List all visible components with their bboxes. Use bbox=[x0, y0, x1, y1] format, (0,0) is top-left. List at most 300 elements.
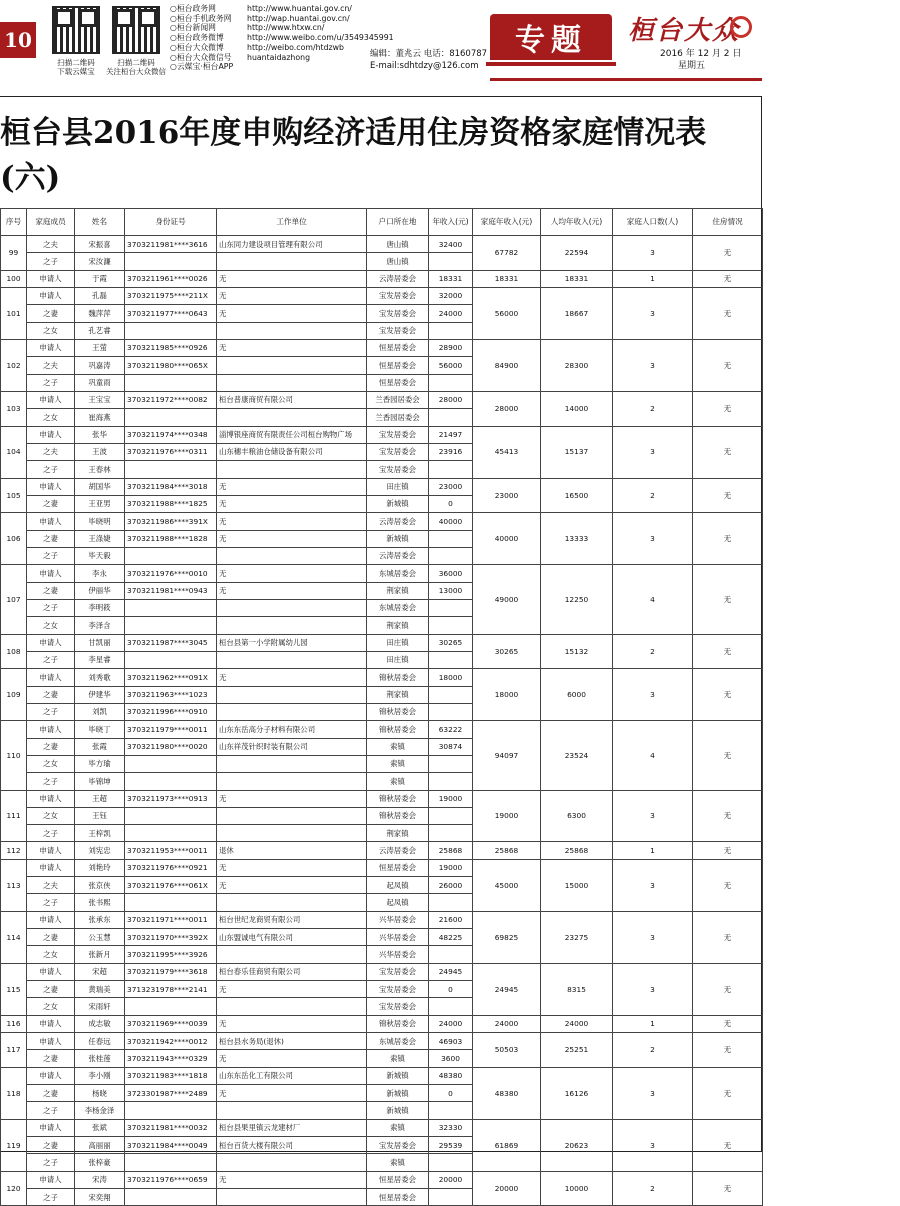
table-row bbox=[1, 1119, 763, 1136]
id-number-cell: 3703211976****0311 bbox=[125, 443, 217, 460]
household-size-cell: 2 bbox=[613, 391, 693, 426]
name-cell: 李杨金泽 bbox=[75, 1102, 125, 1119]
housing-status-cell: 无 bbox=[693, 963, 763, 1015]
household-size-cell: 3 bbox=[613, 236, 693, 271]
name-cell: 于霞 bbox=[75, 270, 125, 287]
name-cell: 刘凯 bbox=[75, 703, 125, 720]
housing-status-cell: 无 bbox=[693, 426, 763, 478]
income-cell: 24000 bbox=[429, 1015, 473, 1032]
housing-status-cell: 无 bbox=[693, 513, 763, 565]
residence-cell: 宝发居委会 bbox=[367, 981, 429, 998]
id-number-cell: 3703211976****061X bbox=[125, 877, 217, 894]
residence-cell: 锦秋居委会 bbox=[367, 669, 429, 686]
relation-cell: 之女 bbox=[27, 946, 75, 963]
column-header: 家庭人口数(人) bbox=[613, 209, 693, 236]
income-cell bbox=[429, 374, 473, 391]
household-income-cell: 94097 bbox=[473, 721, 541, 790]
income-cell bbox=[429, 773, 473, 790]
table-row bbox=[1, 1067, 763, 1084]
serial-cell: 120 bbox=[1, 1171, 27, 1206]
id-number-cell: 3703211969****0039 bbox=[125, 1015, 217, 1032]
residence-cell: 宝发居委会 bbox=[367, 963, 429, 980]
name-cell: 李小刚 bbox=[75, 1067, 125, 1084]
id-number-cell: 3703211980****065X bbox=[125, 357, 217, 374]
household-income-cell: 45000 bbox=[473, 859, 541, 911]
residence-cell: 荆家镇 bbox=[367, 582, 429, 599]
name-cell: 伊建华 bbox=[75, 686, 125, 703]
household-size-cell: 3 bbox=[613, 513, 693, 565]
income-cell: 25868 bbox=[429, 842, 473, 859]
qr-caption-2: 扫描二维码 关注桓台大众微信 bbox=[106, 58, 166, 76]
name-cell: 魏萍萍 bbox=[75, 305, 125, 322]
link-row bbox=[170, 43, 377, 53]
residence-cell: 兰香园居委会 bbox=[367, 409, 429, 426]
id-number-cell: 3703211981****0943 bbox=[125, 582, 217, 599]
employer-cell: 无 bbox=[217, 981, 367, 998]
residence-cell: 宝发居委会 bbox=[367, 426, 429, 443]
income-cell: 29539 bbox=[429, 1137, 473, 1154]
id-number-cell bbox=[125, 1189, 217, 1206]
id-number-cell bbox=[125, 599, 217, 616]
id-number-cell: 3703211988****1828 bbox=[125, 530, 217, 547]
column-header: 序号 bbox=[1, 209, 27, 236]
link-url[interactable]: http://www.htxw.cn/ bbox=[247, 23, 325, 33]
bullet-icon: ○ bbox=[170, 62, 177, 72]
per-capita-income-cell: 25251 bbox=[541, 1033, 613, 1068]
housing-status-cell: 无 bbox=[693, 565, 763, 634]
per-capita-income-cell: 23275 bbox=[541, 911, 613, 963]
household-income-cell: 20000 bbox=[473, 1171, 541, 1206]
residence-cell: 恒星居委会 bbox=[367, 339, 429, 356]
serial-cell: 113 bbox=[1, 859, 27, 911]
id-number-cell: 3703211984****0049 bbox=[125, 1137, 217, 1154]
relation-cell: 之妻 bbox=[27, 530, 75, 547]
relation-cell: 之子 bbox=[27, 894, 75, 911]
email-line: E-mail:sdhtdzy@126.com bbox=[370, 61, 479, 71]
table-body bbox=[1, 236, 763, 1206]
income-cell: 32400 bbox=[429, 236, 473, 253]
name-cell: 王萤 bbox=[75, 339, 125, 356]
link-label: 桓台大众微信号 bbox=[177, 52, 232, 62]
residence-cell: 兴华居委会 bbox=[367, 911, 429, 928]
link-url[interactable]: http://weibo.com/htdzwb bbox=[247, 42, 344, 52]
income-cell bbox=[429, 686, 473, 703]
relation-cell: 之妻 bbox=[27, 1085, 75, 1102]
housing-eligibility-table bbox=[0, 208, 763, 1206]
relation-cell: 之子 bbox=[27, 773, 75, 790]
per-capita-income-cell: 6000 bbox=[541, 669, 613, 721]
employer-cell bbox=[217, 374, 367, 391]
residence-cell: 索镇 bbox=[367, 738, 429, 755]
per-capita-income-cell: 15137 bbox=[541, 426, 613, 478]
name-cell: 宋超 bbox=[75, 963, 125, 980]
relation-cell: 申请人 bbox=[27, 426, 75, 443]
table-row bbox=[1, 339, 763, 356]
id-number-cell: 3703211970****392X bbox=[125, 929, 217, 946]
name-cell: 王涤婕 bbox=[75, 530, 125, 547]
income-cell: 3600 bbox=[429, 1050, 473, 1067]
id-number-cell bbox=[125, 998, 217, 1015]
name-cell: 刘宪忠 bbox=[75, 842, 125, 859]
residence-cell: 新城镇 bbox=[367, 1085, 429, 1102]
id-number-cell: 3703211995****3926 bbox=[125, 946, 217, 963]
column-header: 人均年收入(元) bbox=[541, 209, 613, 236]
residence-cell: 东城居委会 bbox=[367, 599, 429, 616]
bullet-icon: ○ bbox=[170, 23, 177, 33]
name-cell: 李永 bbox=[75, 565, 125, 582]
residence-cell: 起凤镇 bbox=[367, 877, 429, 894]
income-cell: 36000 bbox=[429, 565, 473, 582]
serial-cell: 109 bbox=[1, 669, 27, 721]
serial-cell: 114 bbox=[1, 911, 27, 963]
employer-cell bbox=[217, 755, 367, 772]
id-number-cell: 3703211942****0012 bbox=[125, 1033, 217, 1050]
income-cell: 21497 bbox=[429, 426, 473, 443]
bullet-icon: ○ bbox=[170, 13, 177, 23]
household-size-cell: 2 bbox=[613, 478, 693, 513]
residence-cell: 荆家镇 bbox=[367, 617, 429, 634]
relation-cell: 申请人 bbox=[27, 721, 75, 738]
income-cell: 26000 bbox=[429, 877, 473, 894]
id-number-cell: 3703211974****0348 bbox=[125, 426, 217, 443]
residence-cell: 兰香园居委会 bbox=[367, 391, 429, 408]
employer-cell: 桓台世纪龙商贸有限公司 bbox=[217, 911, 367, 928]
employer-cell: 无 bbox=[217, 565, 367, 582]
section-tag: 专题 bbox=[490, 14, 612, 60]
serial-cell: 105 bbox=[1, 478, 27, 513]
name-cell: 胡国华 bbox=[75, 478, 125, 495]
name-cell: 黄瑞美 bbox=[75, 981, 125, 998]
residence-cell: 宝发居委会 bbox=[367, 998, 429, 1015]
employer-cell: 无 bbox=[217, 287, 367, 304]
household-size-cell: 2 bbox=[613, 1171, 693, 1206]
income-cell: 20000 bbox=[429, 1171, 473, 1188]
relation-cell: 之女 bbox=[27, 322, 75, 339]
column-header: 年收入(元) bbox=[429, 209, 473, 236]
residence-cell: 恒星居委会 bbox=[367, 357, 429, 374]
serial-cell: 99 bbox=[1, 236, 27, 271]
id-number-cell bbox=[125, 825, 217, 842]
per-capita-income-cell: 14000 bbox=[541, 391, 613, 426]
employer-cell bbox=[217, 1189, 367, 1206]
income-cell bbox=[429, 1154, 473, 1171]
serial-cell: 108 bbox=[1, 634, 27, 669]
issue-date bbox=[660, 48, 741, 72]
employer-cell bbox=[217, 357, 367, 374]
table-row bbox=[1, 236, 763, 253]
income-cell: 48225 bbox=[429, 929, 473, 946]
link-label: 桓台政务网 bbox=[177, 4, 216, 13]
income-cell bbox=[429, 409, 473, 426]
income-cell: 28000 bbox=[429, 391, 473, 408]
name-cell: 王钰 bbox=[75, 807, 125, 824]
residence-cell: 恒星居委会 bbox=[367, 1189, 429, 1206]
relation-cell: 之妻 bbox=[27, 495, 75, 512]
employer-cell: 无 bbox=[217, 305, 367, 322]
residence-cell: 新城镇 bbox=[367, 1067, 429, 1084]
housing-status-cell: 无 bbox=[693, 1067, 763, 1119]
residence-cell: 恒星居委会 bbox=[367, 859, 429, 876]
per-capita-income-cell: 16126 bbox=[541, 1067, 613, 1119]
relation-cell: 之妻 bbox=[27, 582, 75, 599]
page-number: 10 bbox=[0, 22, 36, 58]
income-cell bbox=[429, 1189, 473, 1206]
date-line: 2016 年 12 月 2 日 bbox=[660, 49, 742, 59]
residence-cell: 恒星居委会 bbox=[367, 1171, 429, 1188]
household-size-cell: 4 bbox=[613, 721, 693, 790]
table-row bbox=[1, 1015, 763, 1032]
column-header: 工作单位 bbox=[217, 209, 367, 236]
income-cell bbox=[429, 825, 473, 842]
link-row bbox=[170, 4, 377, 14]
id-number-cell: 3703211976****0010 bbox=[125, 565, 217, 582]
residence-cell: 田庄镇 bbox=[367, 651, 429, 668]
income-cell: 28900 bbox=[429, 339, 473, 356]
household-income-cell: 84900 bbox=[473, 339, 541, 391]
name-cell: 张京侠 bbox=[75, 877, 125, 894]
relation-cell: 申请人 bbox=[27, 270, 75, 287]
income-cell: 23000 bbox=[429, 478, 473, 495]
relation-cell: 之女 bbox=[27, 998, 75, 1015]
relation-cell: 申请人 bbox=[27, 339, 75, 356]
id-number-cell bbox=[125, 773, 217, 790]
id-number-cell: 3703211973****0913 bbox=[125, 790, 217, 807]
household-size-cell: 3 bbox=[613, 1067, 693, 1119]
name-cell: 王亚男 bbox=[75, 495, 125, 512]
id-number-cell: 3703211963****1023 bbox=[125, 686, 217, 703]
household-size-cell: 2 bbox=[613, 1033, 693, 1068]
residence-cell: 锦秋居委会 bbox=[367, 721, 429, 738]
income-cell bbox=[429, 617, 473, 634]
household-size-cell: 3 bbox=[613, 669, 693, 721]
residence-cell: 荆家镇 bbox=[367, 825, 429, 842]
relation-cell: 之子 bbox=[27, 547, 75, 564]
relation-cell: 之妻 bbox=[27, 738, 75, 755]
id-number-cell: 3703211976****0921 bbox=[125, 859, 217, 876]
relation-cell: 申请人 bbox=[27, 859, 75, 876]
name-cell: 刘秀歌 bbox=[75, 669, 125, 686]
link-url[interactable]: http://www.huantai.gov.cn/ bbox=[247, 4, 352, 13]
household-income-cell: 50503 bbox=[473, 1033, 541, 1068]
relation-cell: 之子 bbox=[27, 1102, 75, 1119]
housing-status-cell: 无 bbox=[693, 478, 763, 513]
table-row bbox=[1, 634, 763, 651]
link-row bbox=[170, 33, 394, 43]
link-url[interactable] bbox=[247, 62, 377, 72]
income-cell: 63222 bbox=[429, 721, 473, 738]
id-number-cell bbox=[125, 894, 217, 911]
residence-cell: 兴华居委会 bbox=[367, 946, 429, 963]
table-header-row bbox=[1, 209, 763, 236]
serial-cell: 116 bbox=[1, 1015, 27, 1032]
table-row bbox=[1, 669, 763, 686]
id-number-cell: 3703211980****0020 bbox=[125, 738, 217, 755]
household-income-cell: 18331 bbox=[473, 270, 541, 287]
employer-cell bbox=[217, 617, 367, 634]
residence-cell: 宝发居委会 bbox=[367, 461, 429, 478]
name-cell: 孔艺睿 bbox=[75, 322, 125, 339]
residence-cell: 恒星居委会 bbox=[367, 374, 429, 391]
employer-cell: 无 bbox=[217, 1171, 367, 1188]
income-cell: 19000 bbox=[429, 790, 473, 807]
relation-cell: 申请人 bbox=[27, 842, 75, 859]
per-capita-income-cell: 6300 bbox=[541, 790, 613, 842]
household-size-cell: 1 bbox=[613, 842, 693, 859]
column-header: 家庭年收入(元) bbox=[473, 209, 541, 236]
income-cell: 48380 bbox=[429, 1067, 473, 1084]
id-number-cell bbox=[125, 253, 217, 270]
qr-caption-1: 扫描二维码 下载云媒宝 bbox=[57, 58, 95, 76]
relation-cell: 之子 bbox=[27, 461, 75, 478]
employer-cell: 无 bbox=[217, 582, 367, 599]
household-income-cell: 61869 bbox=[473, 1119, 541, 1171]
id-number-cell: 3703211981****0032 bbox=[125, 1119, 217, 1136]
income-cell: 13000 bbox=[429, 582, 473, 599]
serial-cell: 119 bbox=[1, 1119, 27, 1171]
id-number-cell bbox=[125, 374, 217, 391]
relation-cell: 之女 bbox=[27, 409, 75, 426]
employer-cell bbox=[217, 686, 367, 703]
name-cell: 公玉慧 bbox=[75, 929, 125, 946]
residence-cell: 唐山镇 bbox=[367, 236, 429, 253]
table-row bbox=[1, 391, 763, 408]
residence-cell: 锦秋居委会 bbox=[367, 807, 429, 824]
relation-cell: 之夫 bbox=[27, 877, 75, 894]
id-number-cell: 3703211983****1818 bbox=[125, 1067, 217, 1084]
serial-cell: 106 bbox=[1, 513, 27, 565]
income-cell bbox=[429, 807, 473, 824]
relation-cell: 申请人 bbox=[27, 287, 75, 304]
id-number-cell: 3713231978****2141 bbox=[125, 981, 217, 998]
income-cell: 32330 bbox=[429, 1119, 473, 1136]
employer-cell: 无 bbox=[217, 669, 367, 686]
household-size-cell: 3 bbox=[613, 1119, 693, 1171]
serial-cell: 100 bbox=[1, 270, 27, 287]
name-cell: 宋振喜 bbox=[75, 236, 125, 253]
relation-cell: 之子 bbox=[27, 1154, 75, 1171]
id-number-cell: 3703211971****0011 bbox=[125, 911, 217, 928]
link-label: 桓台大众微博 bbox=[177, 42, 224, 52]
employer-cell bbox=[217, 946, 367, 963]
name-cell: 张新月 bbox=[75, 946, 125, 963]
employer-cell: 桓台普康商贸有限公司 bbox=[217, 391, 367, 408]
id-number-cell bbox=[125, 755, 217, 772]
column-header: 身份证号 bbox=[125, 209, 217, 236]
name-cell: 杨晓 bbox=[75, 1085, 125, 1102]
id-number-cell bbox=[125, 461, 217, 478]
residence-cell: 云涛居委会 bbox=[367, 547, 429, 564]
serial-cell: 112 bbox=[1, 842, 27, 859]
per-capita-income-cell: 15000 bbox=[541, 859, 613, 911]
per-capita-income-cell: 16500 bbox=[541, 478, 613, 513]
income-cell bbox=[429, 1102, 473, 1119]
employer-cell bbox=[217, 461, 367, 478]
employer-cell: 桓台县水务局(退休) bbox=[217, 1033, 367, 1050]
employer-cell: 无 bbox=[217, 877, 367, 894]
id-number-cell: 3703211975****211X bbox=[125, 287, 217, 304]
table-row bbox=[1, 478, 763, 495]
income-cell: 0 bbox=[429, 495, 473, 512]
residence-cell: 云涛居委会 bbox=[367, 513, 429, 530]
housing-status-cell: 无 bbox=[693, 1015, 763, 1032]
relation-cell: 之子 bbox=[27, 1189, 75, 1206]
name-cell: 巩嘉涛 bbox=[75, 357, 125, 374]
employer-cell bbox=[217, 409, 367, 426]
table-row bbox=[1, 426, 763, 443]
link-url[interactable]: http://wap.huantai.gov.cn/ bbox=[247, 13, 350, 23]
per-capita-income-cell: 15132 bbox=[541, 634, 613, 669]
name-cell: 毕方瑜 bbox=[75, 755, 125, 772]
residence-cell: 索镇 bbox=[367, 773, 429, 790]
income-cell: 30874 bbox=[429, 738, 473, 755]
employer-cell: 退休 bbox=[217, 842, 367, 859]
name-cell: 张桂莲 bbox=[75, 1050, 125, 1067]
residence-cell: 索镇 bbox=[367, 1154, 429, 1171]
weekday-line: 星期五 bbox=[678, 61, 706, 71]
household-income-cell: 28000 bbox=[473, 391, 541, 426]
employer-cell: 无 bbox=[217, 495, 367, 512]
household-size-cell: 1 bbox=[613, 270, 693, 287]
employer-cell: 桓台百货大楼有限公司 bbox=[217, 1137, 367, 1154]
id-number-cell bbox=[125, 1102, 217, 1119]
name-cell: 宋汝濂 bbox=[75, 253, 125, 270]
residence-cell: 新城镇 bbox=[367, 1102, 429, 1119]
employer-cell bbox=[217, 1102, 367, 1119]
income-cell bbox=[429, 998, 473, 1015]
serial-cell: 107 bbox=[1, 565, 27, 634]
household-size-cell: 1 bbox=[613, 1015, 693, 1032]
relation-cell: 之夫 bbox=[27, 236, 75, 253]
relation-cell: 申请人 bbox=[27, 1067, 75, 1084]
name-cell: 王超 bbox=[75, 790, 125, 807]
residence-cell: 田庄镇 bbox=[367, 478, 429, 495]
serial-cell: 103 bbox=[1, 391, 27, 426]
link-row bbox=[170, 14, 377, 24]
name-cell: 张梓豪 bbox=[75, 1154, 125, 1171]
employer-cell: 淄博银座商贸有限责任公司桓台购物广场 bbox=[217, 426, 367, 443]
link-url[interactable]: huantaidazhong bbox=[247, 52, 311, 62]
housing-status-cell: 无 bbox=[693, 911, 763, 963]
link-url[interactable]: http://www.weibo.com/u/3549345991 bbox=[247, 33, 394, 43]
residence-cell: 起凤镇 bbox=[367, 894, 429, 911]
name-cell: 李星睿 bbox=[75, 651, 125, 668]
relation-cell: 之妻 bbox=[27, 929, 75, 946]
relation-cell: 申请人 bbox=[27, 1119, 75, 1136]
employer-cell bbox=[217, 998, 367, 1015]
id-number-cell bbox=[125, 409, 217, 426]
housing-status-cell: 无 bbox=[693, 669, 763, 721]
id-number-cell bbox=[125, 547, 217, 564]
column-header: 住房情况 bbox=[693, 209, 763, 236]
name-cell: 宋雨轩 bbox=[75, 998, 125, 1015]
housing-status-cell: 无 bbox=[693, 634, 763, 669]
relation-cell: 申请人 bbox=[27, 1033, 75, 1050]
bullet-icon: ○ bbox=[170, 33, 177, 43]
id-number-cell: 3703211985****0926 bbox=[125, 339, 217, 356]
name-cell: 宋奕翔 bbox=[75, 1189, 125, 1206]
serial-cell: 115 bbox=[1, 963, 27, 1015]
household-income-cell: 25868 bbox=[473, 842, 541, 859]
name-cell: 张承东 bbox=[75, 911, 125, 928]
table-row bbox=[1, 565, 763, 582]
employer-cell bbox=[217, 807, 367, 824]
table-row bbox=[1, 842, 763, 859]
employer-cell bbox=[217, 1154, 367, 1171]
employer-cell bbox=[217, 825, 367, 842]
employer-cell: 山东东岳化工有限公司 bbox=[217, 1067, 367, 1084]
id-number-cell bbox=[125, 617, 217, 634]
name-cell: 刘艳玲 bbox=[75, 859, 125, 876]
